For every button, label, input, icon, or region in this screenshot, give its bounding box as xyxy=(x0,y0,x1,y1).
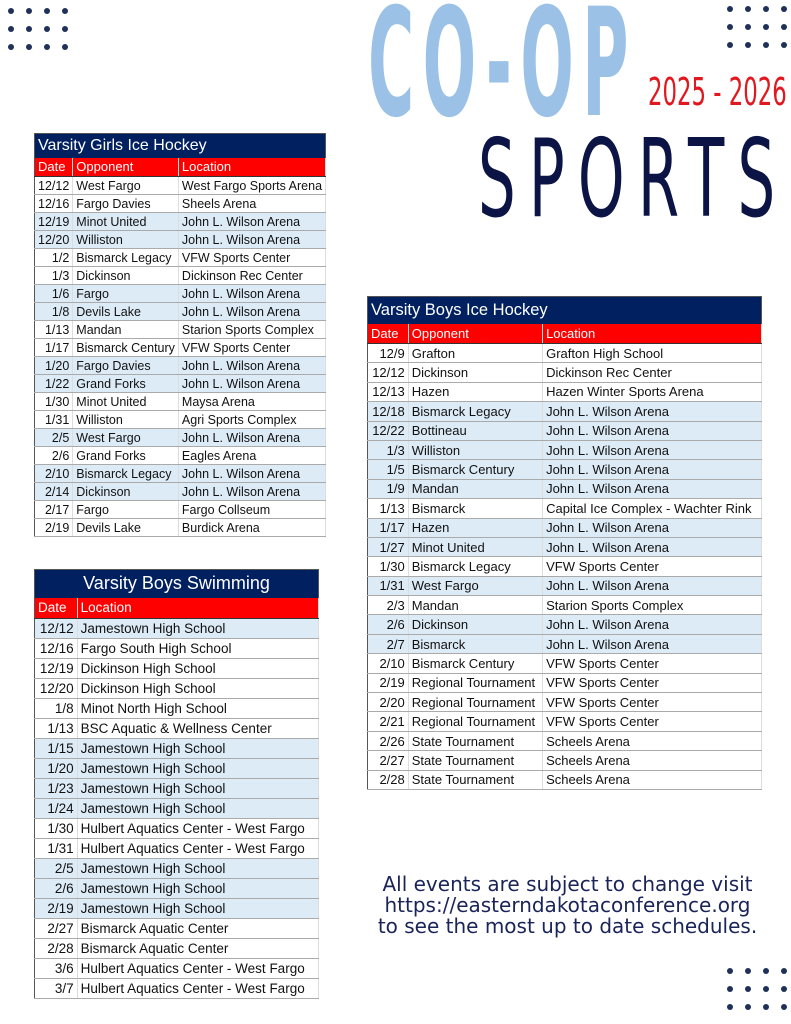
date-cell: 2/26 xyxy=(368,731,409,750)
date-cell: 3/6 xyxy=(35,959,78,979)
location-cell: Scheels Arena xyxy=(543,731,762,750)
location-cell: Jamestown High School xyxy=(77,619,318,639)
date-cell: 1/27 xyxy=(368,537,409,556)
table-row xyxy=(35,375,326,393)
location-cell: Jamestown High School xyxy=(77,759,318,779)
opponent-cell: Mandan xyxy=(408,596,542,615)
table-row xyxy=(35,779,319,799)
opponent-cell: Regional Tournament xyxy=(408,673,542,692)
date-cell: 2/19 xyxy=(35,519,73,537)
dot xyxy=(745,24,751,30)
opponent-cell: Hazen xyxy=(408,518,542,537)
location-cell: John L. Wilson Arena xyxy=(178,213,325,231)
date-cell: 2/21 xyxy=(368,712,409,731)
table-row xyxy=(35,267,326,285)
dot xyxy=(44,44,50,50)
date-cell: 12/16 xyxy=(35,195,73,213)
date-cell: 1/13 xyxy=(368,499,409,518)
opponent-cell: Williston xyxy=(408,440,542,459)
opponent-cell: Regional Tournament xyxy=(408,693,542,712)
date-cell: 12/16 xyxy=(35,639,78,659)
location-cell: John L. Wilson Arena xyxy=(178,465,325,483)
opponent-cell: Fargo Davies xyxy=(73,357,179,375)
opponent-cell: Dickinson xyxy=(73,483,179,501)
location-cell: John L. Wilson Arena xyxy=(543,421,762,440)
location-cell: Dickinson Rec Center xyxy=(178,267,325,285)
girls-hockey-table xyxy=(34,133,326,537)
dot xyxy=(745,6,751,12)
dot xyxy=(781,986,787,992)
dot xyxy=(727,986,733,992)
decorative-dots-top-left xyxy=(8,8,68,50)
table-row xyxy=(35,839,319,859)
table-header-row xyxy=(368,324,762,344)
date-cell: 2/19 xyxy=(35,899,78,919)
column-header: Location xyxy=(77,598,318,619)
location-cell: West Fargo Sports Arena xyxy=(178,177,325,195)
location-cell: John L. Wilson Arena xyxy=(543,518,762,537)
location-cell: Starion Sports Complex xyxy=(543,596,762,615)
date-cell: 1/3 xyxy=(35,267,73,285)
opponent-cell: West Fargo xyxy=(408,576,542,595)
location-cell: John L. Wilson Arena xyxy=(178,231,325,249)
date-cell: 2/27 xyxy=(368,751,409,770)
dot xyxy=(763,986,769,992)
table-row xyxy=(35,639,319,659)
table-row xyxy=(35,447,326,465)
opponent-cell: Minot United xyxy=(73,393,179,411)
table-row xyxy=(35,959,319,979)
table-row xyxy=(35,699,319,719)
location-cell: Hazen Winter Sports Arena xyxy=(543,382,762,401)
location-cell: Capital Ice Complex - Wachter Rink xyxy=(543,499,762,518)
date-cell: 2/28 xyxy=(35,939,78,959)
table-row xyxy=(35,231,326,249)
table-row xyxy=(35,249,326,267)
dot xyxy=(745,42,751,48)
dot xyxy=(44,8,50,14)
dot xyxy=(727,968,733,974)
location-cell: John L. Wilson Arena xyxy=(178,375,325,393)
date-cell: 1/22 xyxy=(35,375,73,393)
location-cell: Fargo Collseum xyxy=(178,501,325,519)
date-cell: 12/20 xyxy=(35,679,78,699)
dot xyxy=(62,8,68,14)
title-sports: SPORTS xyxy=(478,117,789,242)
opponent-cell: West Fargo xyxy=(73,177,179,195)
dot xyxy=(745,1004,751,1010)
opponent-cell: Bismarck Legacy xyxy=(73,465,179,483)
location-cell: Jamestown High School xyxy=(77,779,318,799)
date-cell: 2/10 xyxy=(368,654,409,673)
location-cell: Grafton High School xyxy=(543,344,762,363)
date-cell: 1/6 xyxy=(35,285,73,303)
location-cell: John L. Wilson Arena xyxy=(178,357,325,375)
table-row xyxy=(368,557,762,576)
dot xyxy=(26,44,32,50)
dot xyxy=(781,6,787,12)
location-cell: John L. Wilson Arena xyxy=(543,402,762,421)
dot xyxy=(8,44,14,50)
date-cell: 1/3 xyxy=(368,440,409,459)
date-cell: 12/12 xyxy=(35,619,78,639)
date-cell: 3/7 xyxy=(35,979,78,999)
table-row xyxy=(35,879,319,899)
table-row xyxy=(368,731,762,750)
table-row xyxy=(368,770,762,789)
date-cell: 2/17 xyxy=(35,501,73,519)
location-cell: Sheels Arena xyxy=(178,195,325,213)
location-cell: VFW Sports Center xyxy=(178,339,325,357)
opponent-cell: Devils Lake xyxy=(73,303,179,321)
location-cell: Eagles Arena xyxy=(178,447,325,465)
table-row xyxy=(368,344,762,363)
date-cell: 1/8 xyxy=(35,699,78,719)
location-cell: Bismarck Aquatic Center xyxy=(77,919,318,939)
opponent-cell: Grand Forks xyxy=(73,447,179,465)
table-title: Varsity Boys Swimming xyxy=(35,570,319,598)
table-row xyxy=(35,285,326,303)
column-header: Date xyxy=(35,158,73,177)
table-title-row xyxy=(35,134,326,158)
date-cell: 2/6 xyxy=(35,879,78,899)
dot xyxy=(8,26,14,32)
date-cell: 12/12 xyxy=(368,363,409,382)
dot xyxy=(781,1004,787,1010)
table-title: Varsity Boys Ice Hockey xyxy=(368,297,762,324)
table-row xyxy=(368,596,762,615)
location-cell: Jamestown High School xyxy=(77,879,318,899)
dot xyxy=(26,8,32,14)
opponent-cell: Minot United xyxy=(408,537,542,556)
table-row xyxy=(368,382,762,401)
opponent-cell: Bismarck Legacy xyxy=(408,402,542,421)
table-title-row xyxy=(35,570,319,598)
date-cell: 2/10 xyxy=(35,465,73,483)
decorative-dots-top-right xyxy=(727,6,787,48)
table-row xyxy=(368,693,762,712)
location-cell: John L. Wilson Arena xyxy=(178,303,325,321)
table-row xyxy=(35,799,319,819)
location-cell: Maysa Arena xyxy=(178,393,325,411)
opponent-cell: Bottineau xyxy=(408,421,542,440)
date-cell: 2/20 xyxy=(368,693,409,712)
date-cell: 2/27 xyxy=(35,919,78,939)
opponent-cell: West Fargo xyxy=(73,429,179,447)
dot xyxy=(727,1004,733,1010)
location-cell: John L. Wilson Arena xyxy=(543,460,762,479)
date-cell: 2/6 xyxy=(35,447,73,465)
dot xyxy=(62,26,68,32)
opponent-cell: Hazen xyxy=(408,382,542,401)
location-cell: BSC Aquatic & Wellness Center xyxy=(77,719,318,739)
table-row xyxy=(35,429,326,447)
table-row xyxy=(35,979,319,999)
table-title: Varsity Girls Ice Hockey xyxy=(35,134,326,158)
dot xyxy=(727,42,733,48)
location-cell: John L. Wilson Arena xyxy=(543,576,762,595)
table-header-row xyxy=(35,158,326,177)
location-cell: Fargo South High School xyxy=(77,639,318,659)
date-cell: 1/15 xyxy=(35,739,78,759)
date-cell: 1/20 xyxy=(35,759,78,779)
date-cell: 12/19 xyxy=(35,659,78,679)
opponent-cell: Dickinson xyxy=(408,615,542,634)
date-cell: 1/24 xyxy=(35,799,78,819)
date-cell: 1/2 xyxy=(35,249,73,267)
table-title-row xyxy=(368,297,762,324)
table-row xyxy=(368,363,762,382)
table-row xyxy=(368,460,762,479)
season-years: 2025 - 2026 xyxy=(648,70,787,114)
date-cell: 1/5 xyxy=(368,460,409,479)
opponent-cell: State Tournament xyxy=(408,731,542,750)
location-cell: Agri Sports Complex xyxy=(178,411,325,429)
date-cell: 2/3 xyxy=(368,596,409,615)
decorative-dots-bottom-right xyxy=(727,968,787,1010)
location-cell: VFW Sports Center xyxy=(543,712,762,731)
date-cell: 2/6 xyxy=(368,615,409,634)
dot xyxy=(745,986,751,992)
location-cell: John L. Wilson Arena xyxy=(543,634,762,653)
opponent-cell: Bismarck Century xyxy=(73,339,179,357)
date-cell: 1/13 xyxy=(35,321,73,339)
opponent-cell: Bismarck xyxy=(408,499,542,518)
date-cell: 1/31 xyxy=(368,576,409,595)
table-row xyxy=(368,479,762,498)
dot xyxy=(763,6,769,12)
table-row xyxy=(35,819,319,839)
opponent-cell: Bismarck Legacy xyxy=(408,557,542,576)
dot xyxy=(763,1004,769,1010)
opponent-cell: Mandan xyxy=(408,479,542,498)
date-cell: 2/5 xyxy=(35,429,73,447)
dot xyxy=(763,968,769,974)
date-cell: 1/17 xyxy=(368,518,409,537)
table-row xyxy=(35,411,326,429)
date-cell: 1/8 xyxy=(35,303,73,321)
table-row xyxy=(368,654,762,673)
opponent-cell: Bismarck xyxy=(408,634,542,653)
location-cell: Burdick Arena xyxy=(178,519,325,537)
location-cell: John L. Wilson Arena xyxy=(178,483,325,501)
table-row xyxy=(35,501,326,519)
date-cell: 1/23 xyxy=(35,779,78,799)
table-row xyxy=(35,519,326,537)
location-cell: Jamestown High School xyxy=(77,899,318,919)
opponent-cell: Regional Tournament xyxy=(408,712,542,731)
table-row xyxy=(35,357,326,375)
dot xyxy=(727,24,733,30)
opponent-cell: Williston xyxy=(73,231,179,249)
table-row xyxy=(35,719,319,739)
location-cell: Hulbert Aquatics Center - West Fargo xyxy=(77,819,318,839)
title-coop: CO-OP xyxy=(368,0,637,151)
location-cell: VFW Sports Center xyxy=(543,557,762,576)
date-cell: 12/20 xyxy=(35,231,73,249)
date-cell: 2/19 xyxy=(368,673,409,692)
table-row xyxy=(368,537,762,556)
notice-line-1: All events are subject to change visit xyxy=(382,872,753,896)
location-cell: VFW Sports Center xyxy=(543,693,762,712)
dot xyxy=(745,968,751,974)
table-row xyxy=(35,339,326,357)
location-cell: Minot North High School xyxy=(77,699,318,719)
date-cell: 1/30 xyxy=(35,819,78,839)
dot xyxy=(26,26,32,32)
date-cell: 1/30 xyxy=(368,557,409,576)
opponent-cell: Bismarck Century xyxy=(408,654,542,673)
table-row xyxy=(35,213,326,231)
location-cell: Dickinson Rec Center xyxy=(543,363,762,382)
location-cell: John L. Wilson Arena xyxy=(178,429,325,447)
table-row xyxy=(35,759,319,779)
opponent-cell: Grafton xyxy=(408,344,542,363)
opponent-cell: Minot United xyxy=(73,213,179,231)
date-cell: 12/12 xyxy=(35,177,73,195)
notice-line-3: to see the most up to date schedules. xyxy=(377,914,758,938)
opponent-cell: Mandan xyxy=(73,321,179,339)
date-cell: 12/13 xyxy=(368,382,409,401)
table-row xyxy=(368,576,762,595)
opponent-cell: Bismarck Legacy xyxy=(73,249,179,267)
table-row xyxy=(35,619,319,639)
table-row xyxy=(368,499,762,518)
date-cell: 2/7 xyxy=(368,634,409,653)
location-cell: VFW Sports Center xyxy=(543,654,762,673)
date-cell: 2/14 xyxy=(35,483,73,501)
table-row xyxy=(35,393,326,411)
date-cell: 1/13 xyxy=(35,719,78,739)
table-row xyxy=(35,919,319,939)
column-header: Location xyxy=(543,324,762,344)
table-row xyxy=(368,751,762,770)
location-cell: Jamestown High School xyxy=(77,859,318,879)
opponent-cell: Bismarck Century xyxy=(408,460,542,479)
opponent-cell: Fargo xyxy=(73,501,179,519)
table-row xyxy=(35,195,326,213)
opponent-cell: Williston xyxy=(73,411,179,429)
boys-hockey-table xyxy=(367,296,762,790)
column-header: Opponent xyxy=(73,158,179,177)
date-cell: 2/5 xyxy=(35,859,78,879)
schedule-notice xyxy=(360,874,775,937)
location-cell: Jamestown High School xyxy=(77,739,318,759)
table-row xyxy=(35,321,326,339)
date-cell: 12/18 xyxy=(368,402,409,421)
date-cell: 2/28 xyxy=(368,770,409,789)
location-cell: Bismarck Aquatic Center xyxy=(77,939,318,959)
notice-url-link[interactable]: https://easterndakotaconference.org xyxy=(384,893,751,917)
dot xyxy=(763,42,769,48)
date-cell: 1/20 xyxy=(35,357,73,375)
location-cell: Scheels Arena xyxy=(543,751,762,770)
table-row xyxy=(35,483,326,501)
opponent-cell: Dickinson xyxy=(73,267,179,285)
location-cell: Starion Sports Complex xyxy=(178,321,325,339)
table-row xyxy=(35,739,319,759)
location-cell: John L. Wilson Arena xyxy=(178,285,325,303)
column-header: Location xyxy=(178,158,325,177)
table-row xyxy=(368,615,762,634)
location-cell: John L. Wilson Arena xyxy=(543,615,762,634)
table-row xyxy=(368,518,762,537)
opponent-cell: Grand Forks xyxy=(73,375,179,393)
column-header: Opponent xyxy=(408,324,542,344)
boys-swimming-table xyxy=(34,569,319,999)
date-cell: 1/9 xyxy=(368,479,409,498)
location-cell: John L. Wilson Arena xyxy=(543,440,762,459)
location-cell: Scheels Arena xyxy=(543,770,762,789)
table-header-row xyxy=(35,598,319,619)
date-cell: 1/31 xyxy=(35,411,73,429)
table-row xyxy=(35,679,319,699)
location-cell: Hulbert Aquatics Center - West Fargo xyxy=(77,959,318,979)
dot xyxy=(781,24,787,30)
opponent-cell: Devils Lake xyxy=(73,519,179,537)
location-cell: VFW Sports Center xyxy=(543,673,762,692)
date-cell: 1/31 xyxy=(35,839,78,859)
dot xyxy=(763,24,769,30)
opponent-cell: Fargo Davies xyxy=(73,195,179,213)
dot xyxy=(44,26,50,32)
opponent-cell: State Tournament xyxy=(408,751,542,770)
table-row xyxy=(35,465,326,483)
date-cell: 12/22 xyxy=(368,421,409,440)
location-cell: John L. Wilson Arena xyxy=(543,537,762,556)
table-row xyxy=(35,939,319,959)
dot xyxy=(781,968,787,974)
table-row xyxy=(368,634,762,653)
location-cell: Hulbert Aquatics Center - West Fargo xyxy=(77,979,318,999)
dot xyxy=(8,8,14,14)
dot xyxy=(62,44,68,50)
opponent-cell: Fargo xyxy=(73,285,179,303)
column-header: Date xyxy=(35,598,78,619)
location-cell: Dickinson High School xyxy=(77,659,318,679)
table-row xyxy=(35,303,326,321)
table-row xyxy=(368,440,762,459)
dot xyxy=(727,6,733,12)
date-cell: 12/19 xyxy=(35,213,73,231)
table-row xyxy=(368,421,762,440)
location-cell: Jamestown High School xyxy=(77,799,318,819)
location-cell: VFW Sports Center xyxy=(178,249,325,267)
date-cell: 1/30 xyxy=(35,393,73,411)
location-cell: Hulbert Aquatics Center - West Fargo xyxy=(77,839,318,859)
column-header: Date xyxy=(368,324,409,344)
table-row xyxy=(35,659,319,679)
opponent-cell: Dickinson xyxy=(408,363,542,382)
table-row xyxy=(368,402,762,421)
table-row xyxy=(368,673,762,692)
location-cell: Dickinson High School xyxy=(77,679,318,699)
table-row xyxy=(35,177,326,195)
date-cell: 1/17 xyxy=(35,339,73,357)
table-row xyxy=(35,899,319,919)
date-cell: 12/9 xyxy=(368,344,409,363)
dot xyxy=(781,42,787,48)
table-row xyxy=(368,712,762,731)
table-row xyxy=(35,859,319,879)
opponent-cell: State Tournament xyxy=(408,770,542,789)
location-cell: John L. Wilson Arena xyxy=(543,479,762,498)
